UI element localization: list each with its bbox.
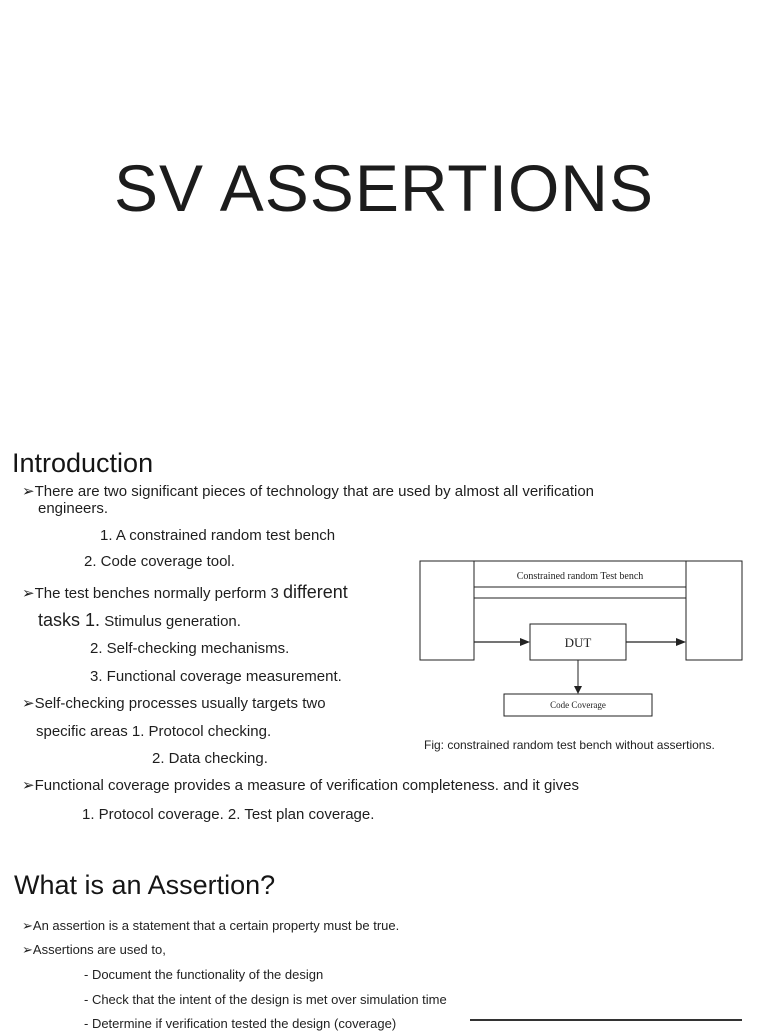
task-3: 3. Functional coverage measurement. [90,668,342,685]
tasks-line [38,610,241,631]
arrow-out-of-dut [676,638,686,646]
divider-line [470,1019,742,1021]
intro-bullet-2-text: ➢The test benches normally perform 3 [22,585,284,602]
coverage-label: Code Coverage [550,700,606,710]
slide-title: SV ASSERTIONS [114,151,654,225]
intro-bullet-1-cont: engineers. [38,500,109,517]
dut-label: DUT [564,635,592,650]
intro-bullet-1: ➢There are two significant pieces of technology that are used by almost all verification [22,483,595,500]
testbench-label: Constrained random Test bench [516,571,644,582]
intro-bullet-2-emphasis: different [283,582,348,602]
arrow-into-dut [520,638,530,646]
intro-bullet-2 [22,582,348,603]
introduction-heading: Introduction [12,448,154,478]
intro-item-2: 2. Code coverage tool. [84,553,235,570]
intro-bullet-3: ➢Self-checking processes usually targets two [22,695,326,712]
intro-item-1: 1. A constrained random test bench [100,527,336,544]
coverage-items: 1. Protocol coverage. 2. Test plan coverage. [82,806,375,823]
assertion-sub-3: - Determine if verification tested the design (coverage) [84,1016,397,1031]
assertion-heading: What is an Assertion? [14,870,276,900]
tasks-word: tasks 1. [38,610,101,630]
figure-caption: Fig: constrained random test bench without assertions. [424,738,715,752]
assertion-sub-1: - Document the functionality of the design [84,967,324,982]
intro-bullet-4: ➢Functional coverage provides a measure of verification completeness. and it gives [22,777,580,794]
task-1: Stimulus generation. [100,613,241,630]
assertion-sub-2: - Check that the intent of the design is met over simulation time [84,992,447,1007]
assertion-bullet-1: ➢An assertion is a statement that a certain property must be true. [22,918,400,933]
intro-bullet-3-cont: specific areas 1. Protocol checking. [36,723,272,740]
testbench-diagram [418,558,748,723]
task-2: 2. Self-checking mechanisms. [90,640,290,657]
left-block [420,561,474,660]
assertion-bullet-2: ➢Assertions are used to, [22,942,166,957]
data-checking: 2. Data checking. [152,750,268,767]
right-block [686,561,742,660]
arrow-to-coverage [574,686,582,694]
